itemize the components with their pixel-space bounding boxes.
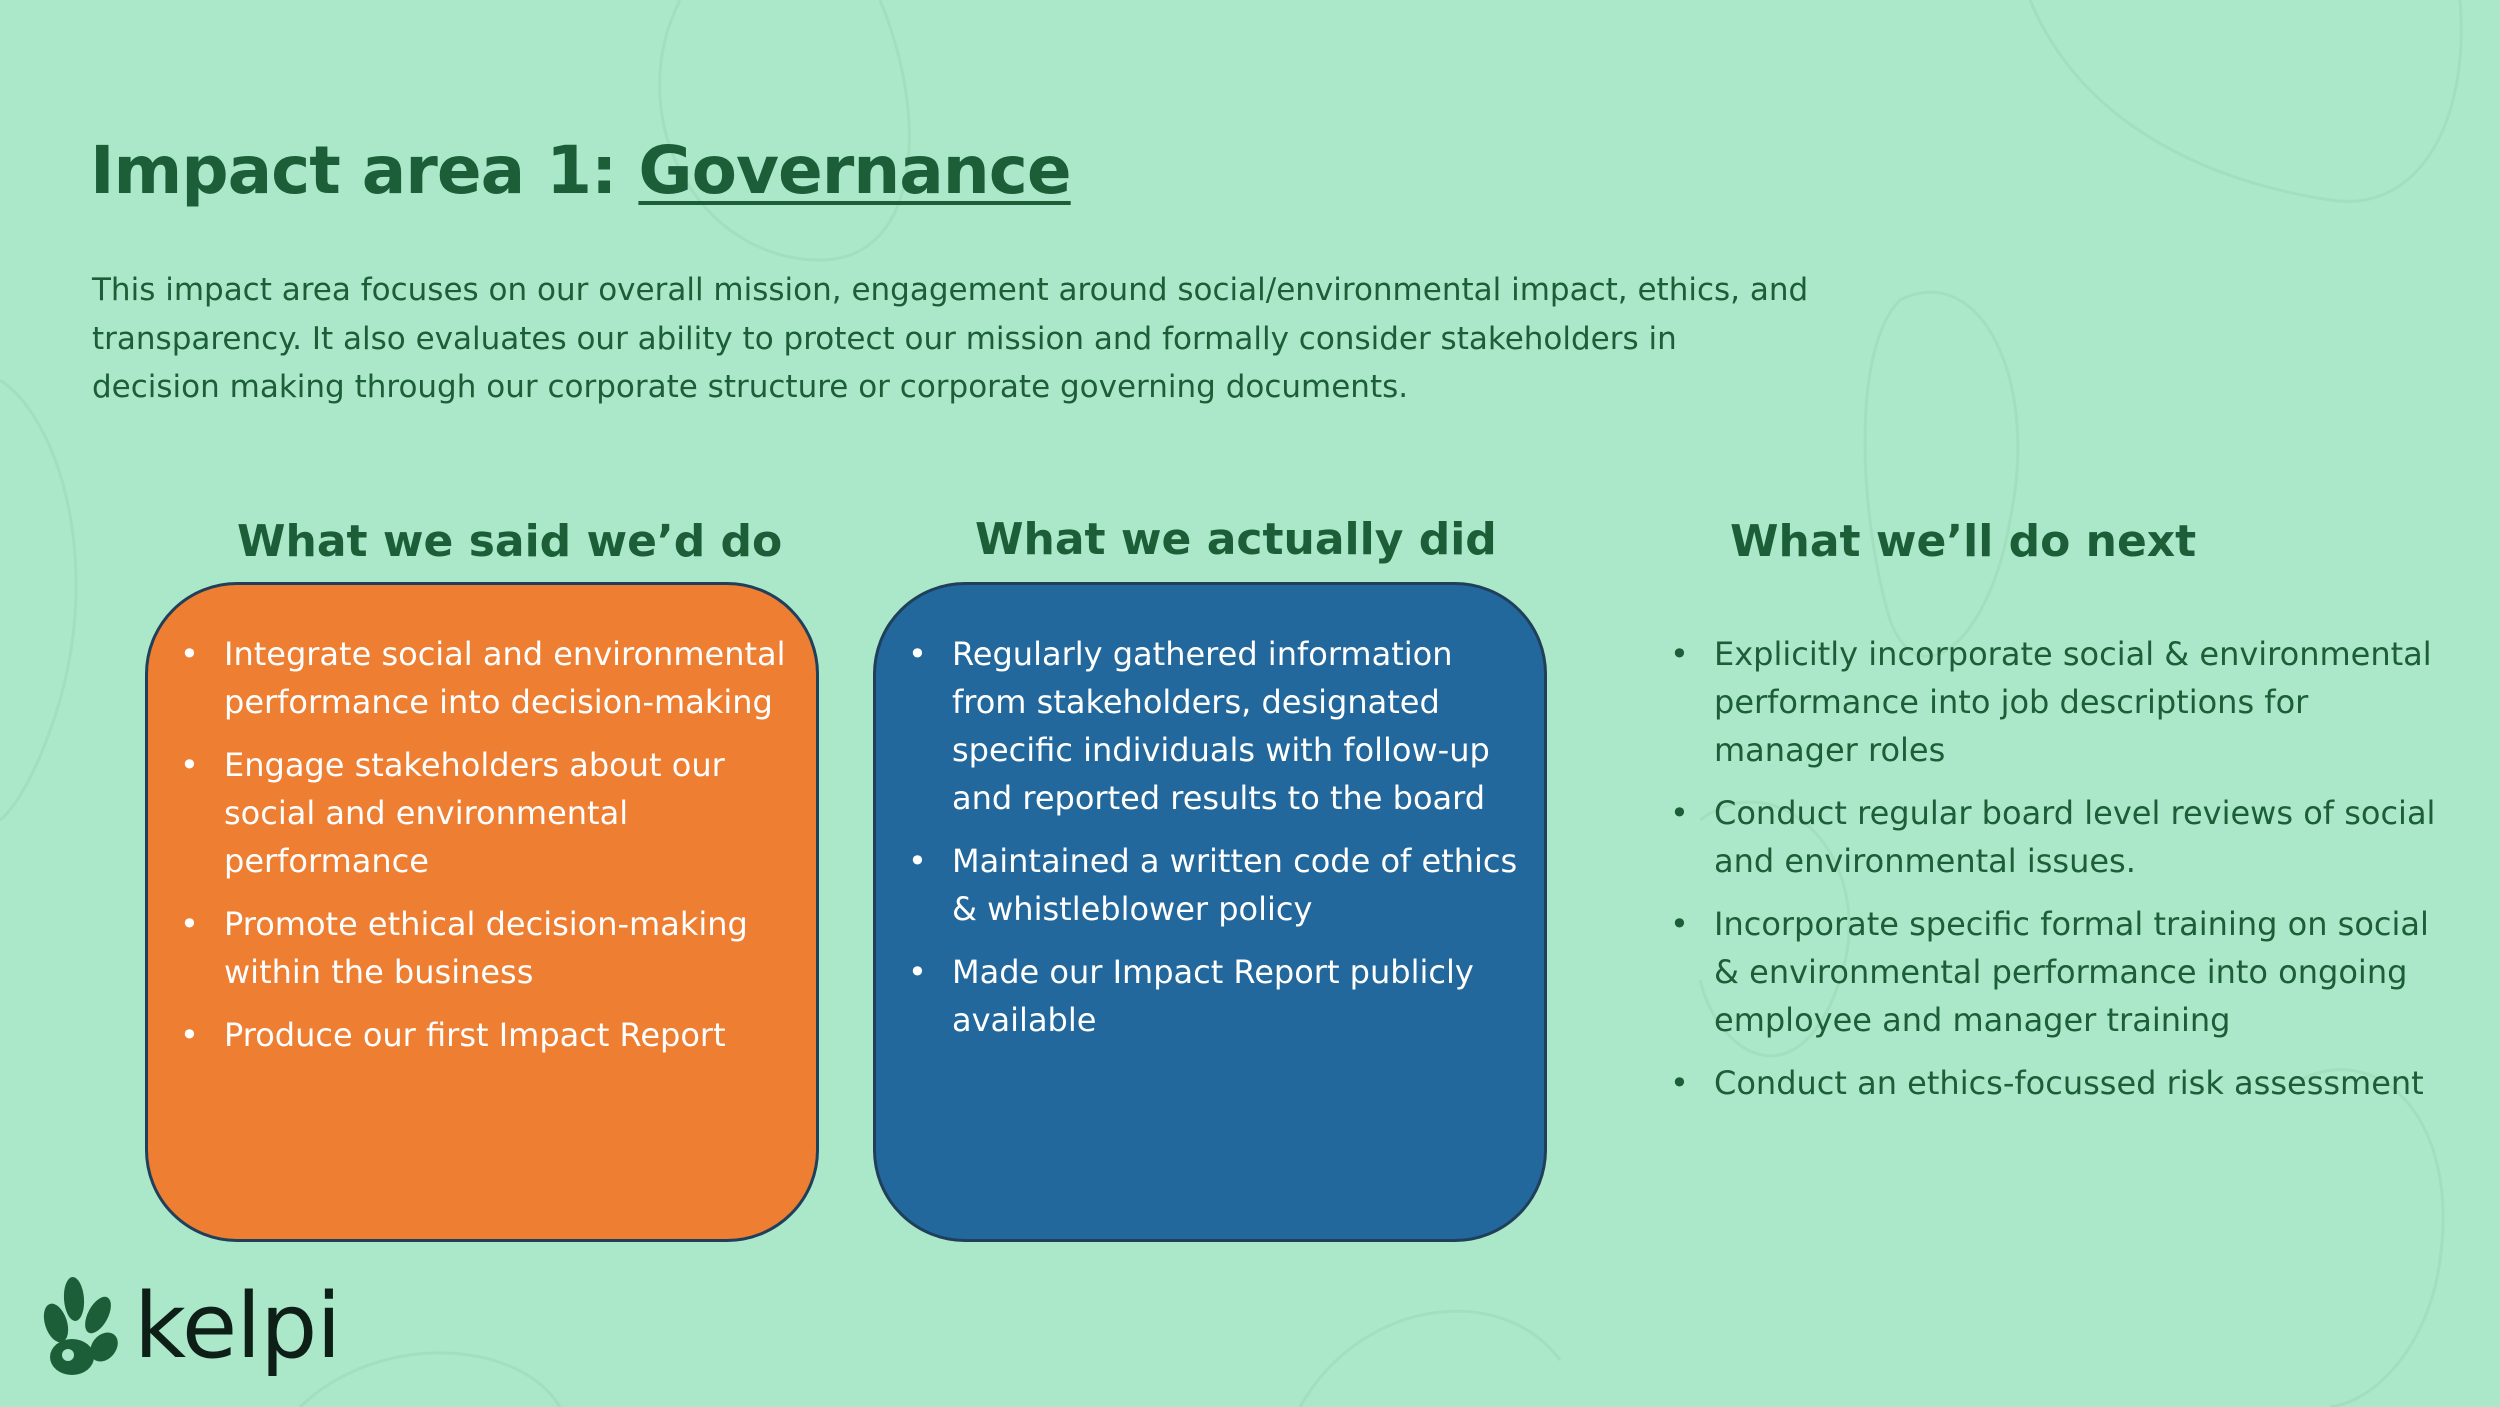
title-prefix: Impact area 1: bbox=[90, 132, 639, 209]
bullet-icon: • bbox=[1670, 794, 1689, 832]
bullet-icon: • bbox=[180, 635, 199, 673]
next-list bbox=[1670, 630, 2450, 1122]
list-item-text: Promote ethical decision-making within the business bbox=[224, 905, 748, 991]
list-item-text: Maintained a written code of ethics & whistleblower policy bbox=[952, 842, 1518, 928]
said-list bbox=[180, 630, 800, 1074]
bullet-icon: • bbox=[908, 953, 927, 991]
list-item bbox=[1670, 630, 2450, 774]
title-highlight: Governance bbox=[638, 132, 1071, 209]
list-item bbox=[1670, 900, 2450, 1044]
list-item-text: Explicitly incorporate social & environmental performance into job descriptions for manager roles bbox=[1714, 635, 2432, 769]
list-item bbox=[180, 630, 800, 726]
intro-paragraph: This impact area focuses on our overall mission, engagement around social/environmental impact, ethics, and transparency. It also evaluates our ability to protect our mission and formally consider stakeholders in decision making through our corporate structure or corporate governing documents. bbox=[92, 272, 1809, 405]
list-item-text: Made our Impact Report publicly available bbox=[952, 953, 1474, 1039]
page-title bbox=[90, 132, 1071, 209]
list-item-text: Regularly gathered information from stakeholders, designated specific individuals with follow-up and reported results to the board bbox=[952, 635, 1490, 817]
bullet-icon: • bbox=[1670, 635, 1689, 673]
list-item-text: Produce our first Impact Report bbox=[224, 1016, 726, 1054]
bullet-icon: • bbox=[908, 842, 927, 880]
list-item bbox=[180, 900, 800, 996]
list-item bbox=[908, 837, 1528, 933]
list-item bbox=[180, 1011, 800, 1059]
heading-did: What we actually did bbox=[975, 514, 1497, 565]
heading-next: What we’ll do next bbox=[1730, 516, 2197, 567]
bullet-icon: • bbox=[180, 1016, 199, 1054]
list-item bbox=[908, 630, 1528, 822]
heading-said: What we said we’d do bbox=[237, 516, 783, 567]
list-item-text: Integrate social and environmental performance into decision-making bbox=[224, 635, 786, 721]
list-item bbox=[1670, 789, 2450, 885]
bullet-icon: • bbox=[1670, 1064, 1689, 1102]
logo-wordmark: kelpi bbox=[134, 1274, 341, 1379]
did-list bbox=[908, 630, 1528, 1059]
kelpi-logo bbox=[38, 1275, 340, 1379]
list-item bbox=[908, 948, 1528, 1044]
bullet-icon: • bbox=[180, 905, 199, 943]
bullet-icon: • bbox=[180, 746, 199, 784]
bullet-icon: • bbox=[908, 635, 927, 673]
list-item-text: Engage stakeholders about our social and environmental performance bbox=[224, 746, 725, 880]
kelp-leaf-icon bbox=[38, 1275, 120, 1379]
list-item-text: Conduct an ethics-focussed risk assessment bbox=[1714, 1064, 2424, 1102]
list-item-text: Incorporate specific formal training on social & environmental performance into ongoing employee and manager training bbox=[1714, 905, 2429, 1039]
list-item bbox=[1670, 1059, 2450, 1107]
bullet-icon: • bbox=[1670, 905, 1689, 943]
list-item bbox=[180, 741, 800, 885]
list-item-text: Conduct regular board level reviews of social and environmental issues. bbox=[1714, 794, 2436, 880]
